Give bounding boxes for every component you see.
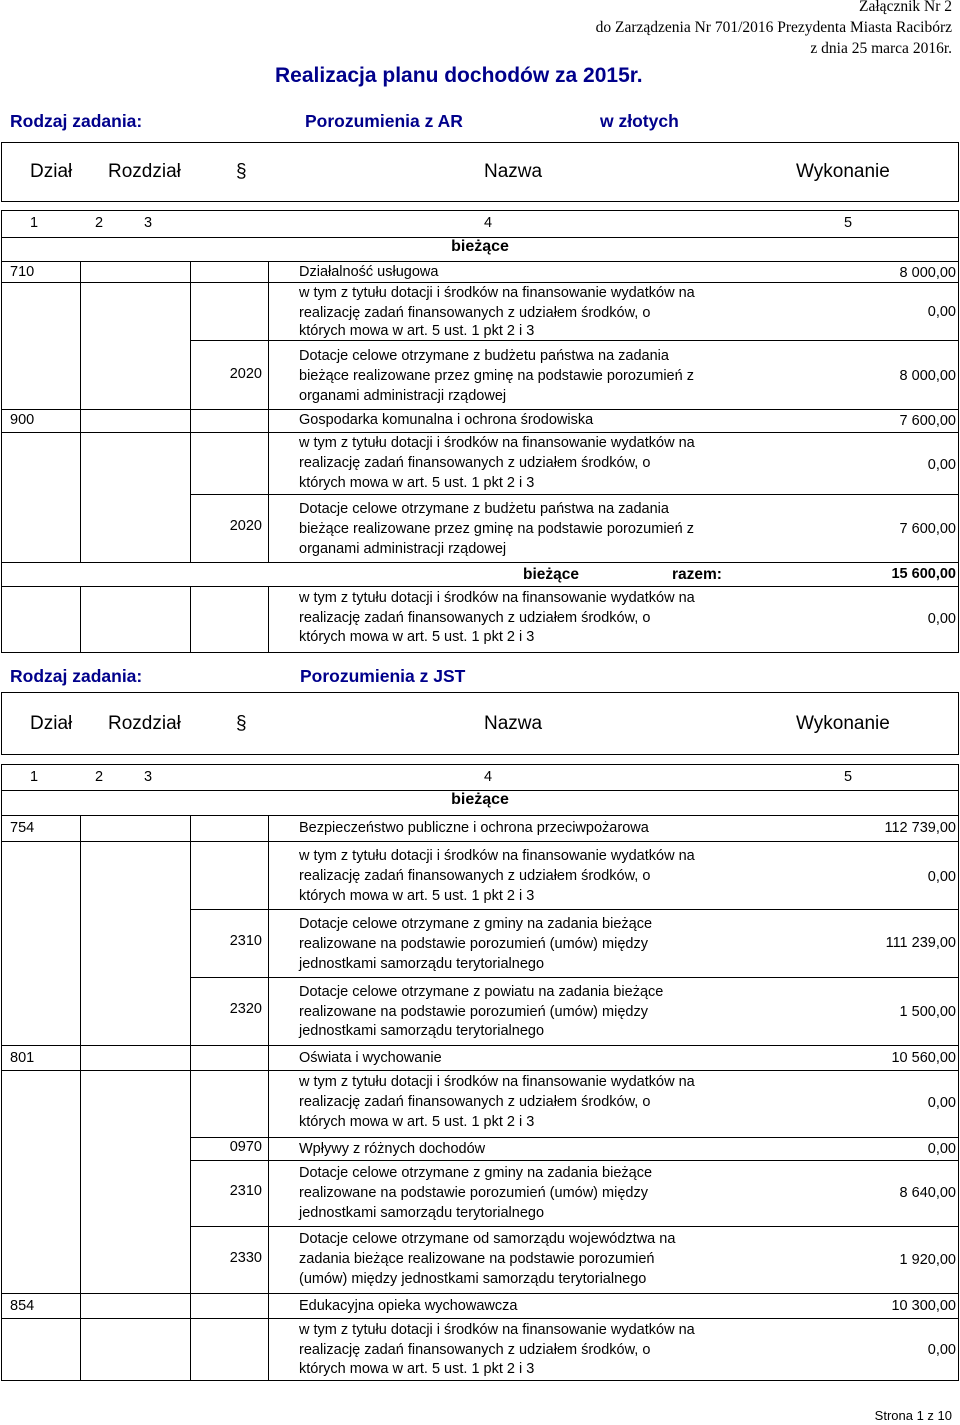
col-header-paragraf: §: [236, 713, 247, 734]
paragraf-value: 1 500,00: [899, 1004, 956, 1020]
col-header-dzial: Dział: [30, 161, 73, 182]
wtym-value: 0,00: [927, 869, 956, 885]
paragraf-name: Dotacje celowe otrzymane z gminy na zadania bieżące: [299, 1165, 653, 1181]
dzial-value: 10 560,00: [891, 1050, 956, 1066]
page-number: Strona 1 z 10: [874, 1408, 952, 1423]
paragraf-value: 0,00: [927, 1141, 956, 1157]
paragraf-code: 2020: [229, 366, 262, 382]
dzial-name: Bezpieczeństwo publiczne i ochrona przeciwpożarowa: [299, 820, 649, 836]
dzial-name: Działalność usługowa: [299, 264, 439, 280]
wtym-line: realizację zadań finansowanych z udziałem środków, o: [299, 868, 651, 884]
paragraf-code: 2310: [229, 933, 262, 949]
paragraf-name: Dotacje celowe otrzymane z gminy na zadania bieżące: [299, 916, 653, 932]
paragraf-name: Dotacje celowe otrzymane z budżetu państwa na zadania: [299, 348, 669, 364]
biezace-heading: bieżące: [451, 791, 509, 808]
razem-biezace: bieżące: [523, 566, 580, 583]
wtym-value: 0,00: [927, 1095, 956, 1111]
page-title: Realizacja planu dochodów za 2015r.: [275, 64, 643, 87]
col-header-dzial: Dział: [30, 713, 73, 734]
dzial-value: 7 600,00: [899, 413, 956, 429]
colnum-1: 1: [30, 215, 39, 231]
wtym-line: realizację zadań finansowanych z udziałem środków, o: [299, 305, 651, 321]
colnum-3: 3: [144, 215, 153, 231]
paragraf-value: 1 920,00: [899, 1252, 956, 1268]
dzial-code: 754: [10, 820, 35, 836]
dzial-value: 10 300,00: [891, 1298, 956, 1314]
col-header-wykonanie: Wykonanie: [796, 713, 890, 734]
colnum-4: 4: [484, 769, 493, 785]
wtym-line: których mowa w art. 5 ust. 1 pkt 2 i 3: [299, 629, 535, 645]
paragraf-name: organami administracji rządowej: [299, 388, 507, 404]
wtym-line: których mowa w art. 5 ust. 1 pkt 2 i 3: [299, 323, 535, 339]
wtym-line: w tym z tytułu dotacji i środków na finansowanie wydatków na: [299, 1074, 695, 1090]
paragraf-code: 0970: [229, 1139, 262, 1155]
wtym-line: których mowa w art. 5 ust. 1 pkt 2 i 3: [299, 1114, 535, 1130]
paragraf-name: Dotacje celowe otrzymane z budżetu państwa na zadania: [299, 501, 669, 517]
col-header-rozdzial: Rozdział: [108, 161, 181, 182]
colnum-2: 2: [95, 215, 104, 231]
paragraf-name: realizowane na podstawie porozumień (umów) między: [299, 1185, 648, 1201]
wtym-line: których mowa w art. 5 ust. 1 pkt 2 i 3: [299, 888, 535, 904]
paragraf-value: 8 000,00: [899, 368, 956, 384]
colnum-2: 2: [95, 769, 104, 785]
task-type-label: Rodzaj zadania:: [10, 111, 143, 131]
razem-label: razem:: [672, 566, 722, 583]
colnum-1: 1: [30, 769, 39, 785]
wtym-line: w tym z tytułu dotacji i środków na finansowanie wydatków na: [299, 1322, 695, 1338]
paragraf-code: 2020: [229, 518, 262, 534]
paragraf-name: jednostkami samorządu terytorialnego: [299, 1023, 545, 1039]
wtym-line: realizację zadań finansowanych z udziałem środków, o: [299, 1342, 651, 1358]
wtym-line: których mowa w art. 5 ust. 1 pkt 2 i 3: [299, 1361, 535, 1377]
paragraf-code: 2310: [229, 1183, 262, 1199]
paragraf-name: bieżące realizowane przez gminę na podstawie porozumień z: [299, 368, 694, 384]
paragraf-name: (umów) między jednostkami samorządu terytorialnego: [299, 1271, 647, 1287]
wtym-value: 0,00: [927, 1342, 956, 1358]
paragraf-name: Dotacje celowe otrzymane od samorządu województwa na: [299, 1231, 676, 1247]
paragraf-name: jednostkami samorządu terytorialnego: [299, 1205, 545, 1221]
unit-label: w złotych: [600, 111, 679, 131]
paragraf-code: 2320: [229, 1001, 262, 1017]
dzial-value: 8 000,00: [899, 265, 956, 281]
dzial-code: 801: [10, 1050, 35, 1066]
dzial-name: Edukacyjna opieka wychowawcza: [299, 1298, 518, 1314]
paragraf-name: Dotacje celowe otrzymane z powiatu na zadania bieżące: [299, 984, 664, 1000]
wtym-line: w tym z tytułu dotacji i środków na finansowanie wydatków na: [299, 435, 695, 451]
paragraf-name: Wpływy z różnych dochodów: [299, 1141, 486, 1157]
task-type-value: Porozumienia z AR: [305, 111, 463, 131]
paragraf-name: bieżące realizowane przez gminę na podstawie porozumień z: [299, 521, 694, 537]
task-type-label: Rodzaj zadania:: [10, 666, 143, 686]
col-header-paragraf: §: [236, 161, 247, 182]
paragraf-value: 111 239,00: [885, 935, 956, 951]
paragraf-name: jednostkami samorządu terytorialnego: [299, 956, 545, 972]
attachment-ordinance: do Zarządzenia Nr 701/2016 Prezydenta Miasta Racibórz: [595, 19, 952, 36]
paragraf-value: 8 640,00: [899, 1185, 956, 1201]
dzial-code: 900: [10, 412, 35, 428]
wtym-line: realizację zadań finansowanych z udziałem środków, o: [299, 1094, 651, 1110]
wtym-value: 0,00: [927, 457, 956, 473]
paragraf-name: realizowane na podstawie porozumień (umów) między: [299, 1004, 648, 1020]
wtym-line: w tym z tytułu dotacji i środków na finansowanie wydatków na: [299, 848, 695, 864]
paragraf-name: organami administracji rządowej: [299, 541, 507, 557]
dzial-code: 710: [10, 264, 35, 280]
colnum-5: 5: [844, 215, 853, 231]
wtym-line: w tym z tytułu dotacji i środków na finansowanie wydatków na: [299, 285, 695, 301]
dzial-name: Oświata i wychowanie: [299, 1050, 442, 1066]
dzial-code: 854: [10, 1298, 35, 1314]
colnum-5: 5: [844, 769, 853, 785]
dzial-value: 112 739,00: [884, 820, 956, 836]
wtym-line: których mowa w art. 5 ust. 1 pkt 2 i 3: [299, 475, 535, 491]
wtym-line: realizację zadań finansowanych z udziałem środków, o: [299, 610, 651, 626]
col-header-wykonanie: Wykonanie: [796, 161, 890, 182]
paragraf-name: realizowane na podstawie porozumień (umów) między: [299, 936, 648, 952]
colnum-4: 4: [484, 215, 493, 231]
dzial-name: Gospodarka komunalna i ochrona środowiska: [299, 412, 594, 428]
razem-value: 15 600,00: [891, 566, 956, 582]
colnum-3: 3: [144, 769, 153, 785]
col-header-nazwa: Nazwa: [484, 713, 543, 734]
paragraf-name: zadania bieżące realizowane na podstawie porozumień: [299, 1251, 655, 1267]
col-header-rozdzial: Rozdział: [108, 713, 181, 734]
wtym-line: realizację zadań finansowanych z udziałem środków, o: [299, 455, 651, 471]
wtym-line: w tym z tytułu dotacji i środków na finansowanie wydatków na: [299, 590, 695, 606]
biezace-heading: bieżące: [451, 238, 509, 255]
attachment-date: z dnia 25 marca 2016r.: [810, 40, 952, 57]
wtym-value: 0,00: [927, 304, 956, 320]
task-type-value: Porozumienia z JST: [300, 666, 466, 686]
wtym-value: 0,00: [927, 611, 956, 627]
paragraf-code: 2330: [229, 1250, 262, 1266]
paragraf-value: 7 600,00: [899, 521, 956, 537]
col-header-nazwa: Nazwa: [484, 161, 543, 182]
attachment-number: Załącznik Nr 2: [859, 0, 952, 15]
